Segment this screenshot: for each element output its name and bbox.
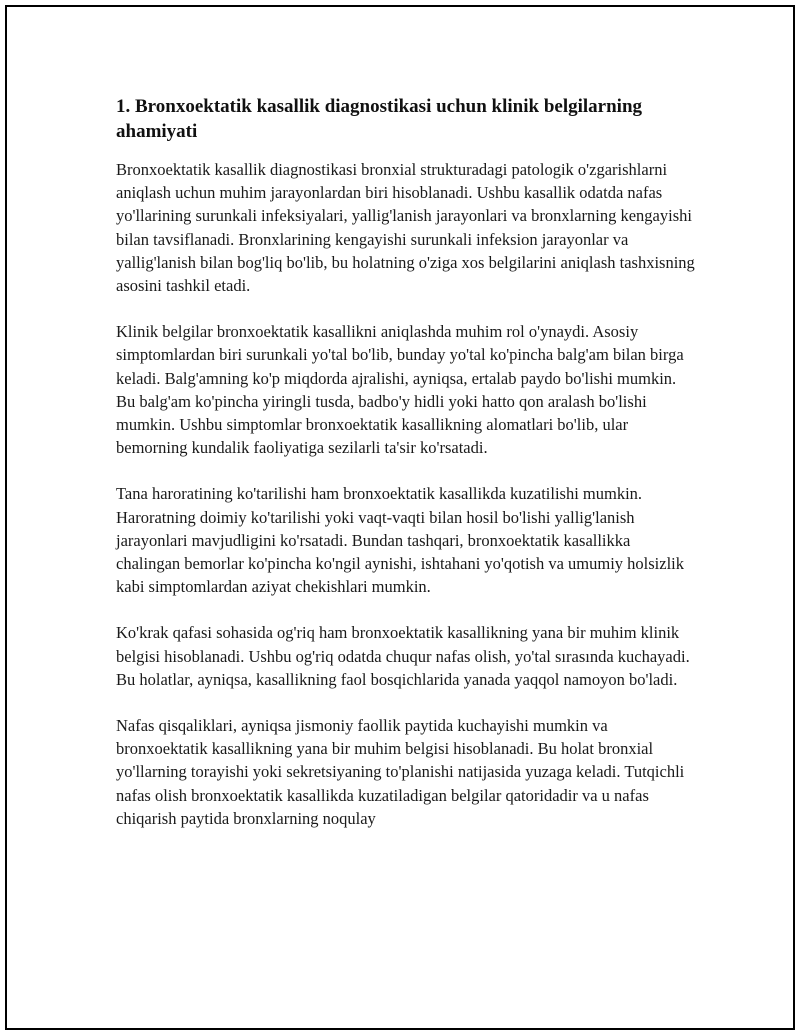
paragraph-1: Bronxoektatik kasallik diagnostikasi bronxial strukturadagi patologik o'zgarishlarni aniqlash uchun muhim jarayonlardan biri hisoblanadi. Ushbu kasallik odatda nafas yo'llarining surunkali infeksiyalari, yallig'lanish jarayonlari va bronxlarning kengayishi bilan tavsiflanadi. Bronxlarining kengayishi surunkali infeksion jarayonlar va yallig'lanish bilan bog'liq bo'lib, bu holatning o'ziga xos belgilarini aniqlash tashxisning asosini tashkil etadi. [116, 160, 695, 296]
section-heading: 1. Bronxoektatik kasallik diagnostikasi uchun klinik belgilarning ahamiyati [116, 96, 643, 142]
paragraph-5: Nafas qisqaliklari, ayniqsa jismoniy faollik paytida kuchayishi mumkin va bronxoektatik kasallikning yana bir muhim belgisi hisoblanadi. Bu holat bronxial yo'llarning torayishi yoki sekretsiyaning to'planishi natijasida yuzaga keladi. Tutqichli nafas olish bronxoektatik kasallikda kuzatiladigan belgilar qatoridadir va u nafas chiqarish paytida bronxlarning noqulay [116, 716, 685, 828]
paragraph-3: Tana haroratining ko'tarilishi ham bronxoektatik kasallikda kuzatilishi mumkin. Haroratning doimiy ko'tarilishi yoki vaqt-vaqti bilan hosil bo'lishi yallig'lanish jarayonlari mavjudligini ko'rsatadi. Bundan tashqari, bronxoektatik kasallikka chalingan bemorlar ko'pincha ko'ngil aynishi, ishtahani yo'qotish va umumiy holsizlik kabi simptomlardan aziyat chekishlari mumkin. [116, 484, 684, 597]
paragraph-4: Ko'krak qafasi sohasida og'riq ham bronxoektatik kasallikning yana bir muhim klinik belgisi hisoblanadi. Ushbu og'riq odatda chuqur nafas olish, yo'tal sırasında kuchayadi. Bu holatlar, ayniqsa, kasallikning faol bosqichlarida yanada yaqqol namoyon bo'ladi. [116, 623, 690, 689]
paragraph-2: Klinik belgilar bronxoektatik kasallikni aniqlashda muhim rol o'ynaydi. Asosiy simptomlardan biri surunkali yo'tal bo'lib, bunday yo'tal ko'pincha balg'am bilan birga keladi. Balg'amning ko'p miqdorda ajralishi, ayniqsa, ertalab paydo bo'lishi mumkin. Bu balg'am ko'pincha yiringli tusda, badbo'y hidli yoki hatto qon aralash bo'lishi mumkin. Ushbu simptomlar bronxoektatik kasallikning alomatlari bo'lib, ular bemorning kundalik faoliyatiga sezilarli ta'sir ko'rsatadi. [116, 322, 684, 458]
document-body [116, 94, 698, 853]
